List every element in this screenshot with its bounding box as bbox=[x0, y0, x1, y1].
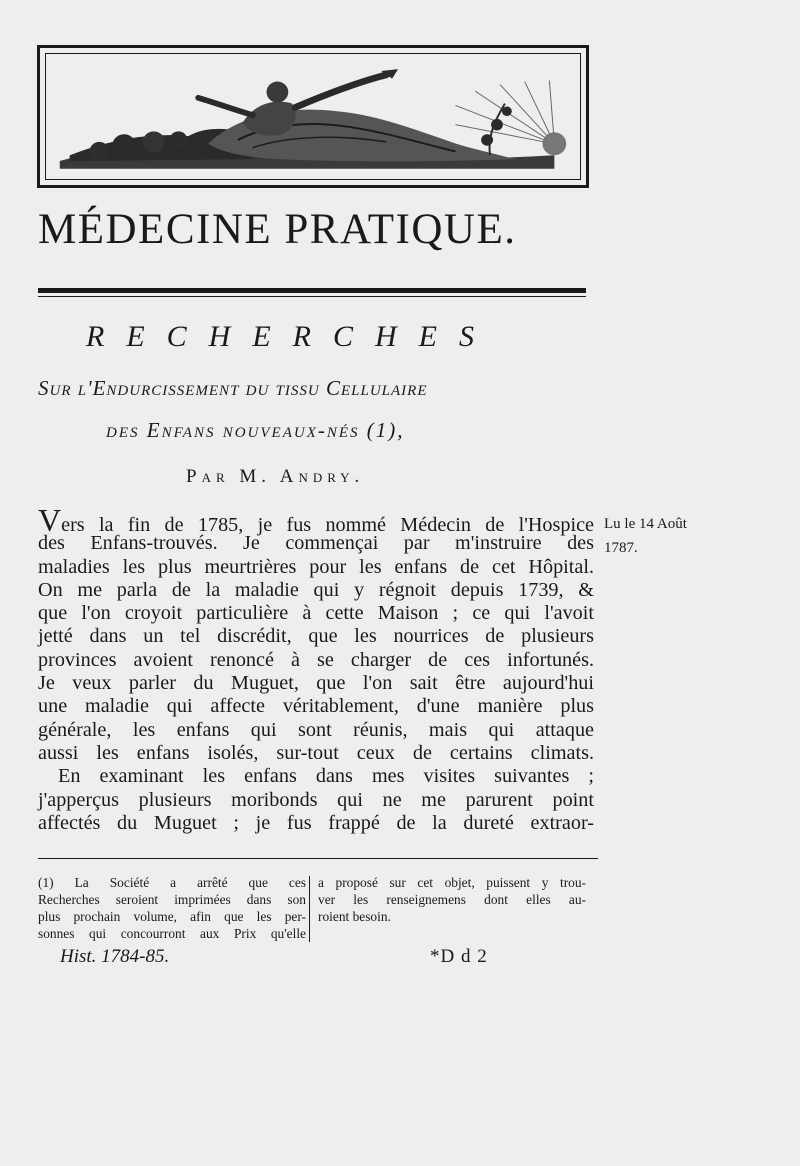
body-line: provinces avoient renoncé à se charger de ces infortunés. bbox=[38, 648, 594, 671]
article-body bbox=[38, 502, 594, 835]
body-line: j'apperçus plusieurs moribonds qui ne me parurent point bbox=[38, 788, 594, 811]
footnote-right-column bbox=[318, 874, 586, 925]
footnote-rule bbox=[38, 858, 598, 859]
body-line: En examinant les enfans dans mes visites suivantes ; bbox=[58, 765, 594, 788]
title-rule bbox=[38, 288, 586, 293]
article-heading: RECHERCHES bbox=[86, 320, 496, 353]
body-line: Vers la fin de 1785, je fus nommé Médecin de l'Hospice bbox=[38, 502, 594, 538]
footnote-left-column bbox=[38, 874, 306, 942]
article-subheading-line-2: des Enfans nouveaux-nés (1), bbox=[106, 418, 405, 442]
margin-note-year: 1787. bbox=[604, 540, 638, 556]
footnote-line: Recherches seroient imprimées dans son bbox=[38, 892, 306, 907]
body-line: des Enfans-trouvés. Je commençai par m'instruire des bbox=[38, 532, 594, 555]
footnote bbox=[38, 874, 598, 944]
footnote-line: plus prochain volume, afin que les per- bbox=[38, 909, 306, 924]
body-line: Je veux parler du Muguet, que l'on sait être aujourd'hui bbox=[38, 672, 594, 695]
signature-mark: *D d 2 bbox=[430, 946, 488, 967]
body-line: générale, les enfans qui sont réunis, mais qui attaque bbox=[38, 718, 594, 741]
body-line: que l'on croyoit particulière à cette Maison ; ce qui l'avoit bbox=[38, 602, 594, 625]
footnote-line: (1) La Société a arrêté que ces bbox=[38, 875, 306, 890]
margin-note bbox=[604, 512, 794, 560]
body-line: une maladie qui affecte véritablement, d'une manière plus bbox=[38, 695, 594, 718]
margin-note-date: Lu le 14 Août bbox=[604, 516, 687, 532]
body-line: aussi les enfans isolés, sur-tout ceux de certains climats. bbox=[38, 741, 594, 764]
body-line: On me parla de la maladie qui y régnoit depuis 1739, & bbox=[38, 578, 594, 601]
body-line: maladies les plus meurtrières pour les enfans de cet Hôpital. bbox=[38, 555, 594, 578]
footnote-line: sonnes qui concourront aux Prix qu'elle bbox=[38, 926, 306, 941]
article-byline: Par M. Andry. bbox=[186, 466, 365, 487]
body-line: affectés du Muguet ; je fus frappé de la dureté extraor- bbox=[38, 811, 594, 834]
page-title: MÉDECINE PRATIQUE. bbox=[38, 206, 517, 253]
article-subheading-line-1: Sur l'Endurcissement du tissu Cellulaire bbox=[38, 376, 428, 400]
page-footer bbox=[60, 942, 530, 972]
footnote-line: ver les renseignemens dont elles au- bbox=[318, 892, 586, 907]
running-head: Hist. 1784-85. bbox=[60, 946, 170, 967]
reclining-figure-engraving bbox=[40, 48, 586, 185]
footnote-line: a proposé sur cet objet, puissent y trou- bbox=[318, 875, 586, 890]
footnote-line: roient besoin. bbox=[318, 909, 391, 924]
body-line: jetté dans un tel discrédit, que les nourrices de plusieurs bbox=[38, 625, 594, 648]
header-vignette bbox=[37, 45, 589, 188]
footnote-column-divider bbox=[309, 876, 310, 942]
